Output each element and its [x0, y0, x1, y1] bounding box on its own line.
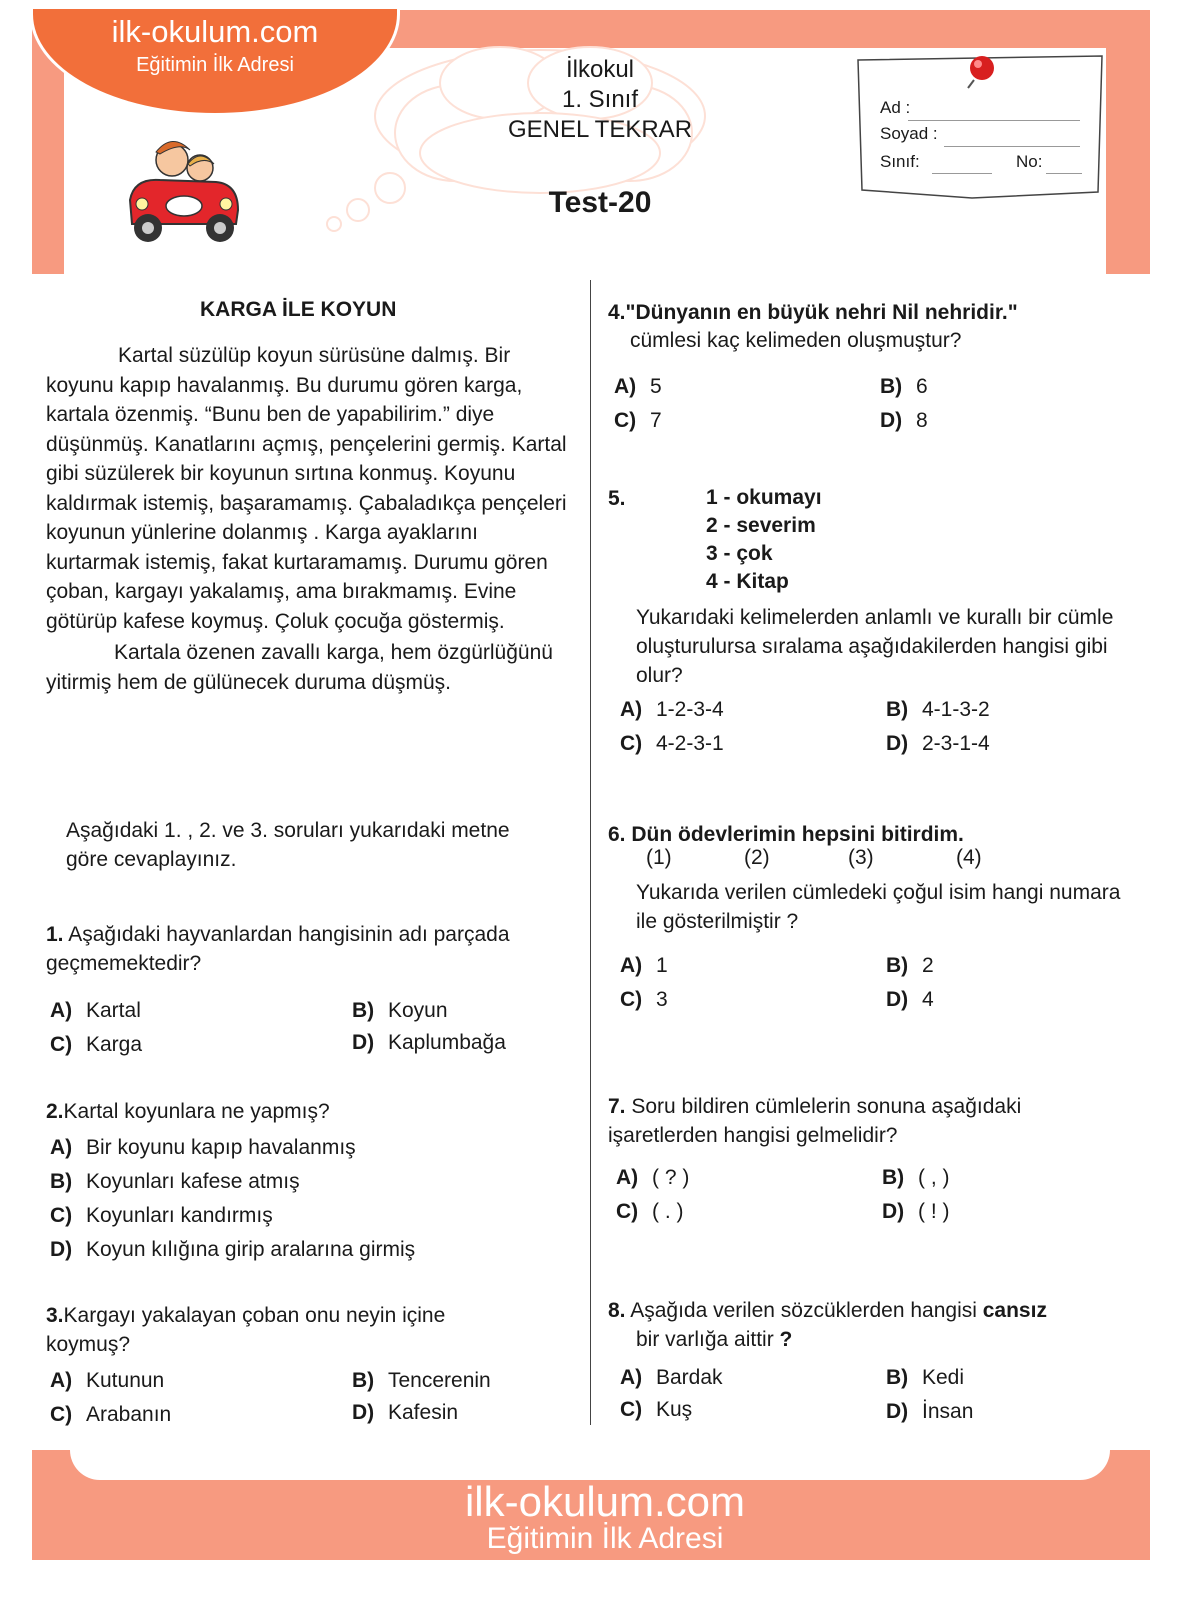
footer-brand: ilk-okulum.com: [464, 1478, 746, 1525]
column-divider: [590, 280, 591, 1425]
q2-option-d[interactable]: D) Koyun kılığına girip aralarına girmiş: [50, 1238, 416, 1261]
q5-option-d[interactable]: D) 2-3-1-4: [886, 732, 990, 755]
q3-option-c[interactable]: C) Arabanın: [50, 1403, 172, 1426]
q2-option-c[interactable]: C) Koyunları kandırmış: [50, 1204, 273, 1227]
q4-option-c[interactable]: C) 7: [614, 409, 662, 432]
cartoon-car-illustration: [120, 120, 250, 250]
question-6-text: Yukarıda verilen cümledeki çoğul isim hangi numara ile gösterilmiştir ?: [636, 881, 1121, 933]
q3-option-a[interactable]: A) Kutunun: [50, 1369, 165, 1392]
q4-option-d[interactable]: D) 8: [880, 409, 928, 432]
question-4-number: 4.: [608, 301, 626, 324]
student-surname-line[interactable]: [944, 146, 1080, 147]
student-number-label: No:: [1016, 152, 1043, 171]
question-2-text: Kartal koyunlara ne yapmış?: [63, 1100, 330, 1123]
cloud-line-grade: 1. Sınıf: [561, 86, 639, 113]
student-surname-label: Soyad :: [880, 124, 938, 143]
q8-option-c[interactable]: C) Kuş: [620, 1398, 693, 1421]
q4-option-a[interactable]: A) 5: [614, 375, 662, 398]
q2-option-a[interactable]: A) Bir koyunu kapıp havalanmış: [50, 1136, 356, 1159]
q5-option-c[interactable]: C) 4-2-3-1: [620, 732, 724, 755]
question-5-text: Yukarıdaki kelimelerden anlamlı ve kurallı bir cümle oluşturulursa sıralama aşağıdakilerden hangisi gibi olur?: [636, 606, 1114, 687]
question-4: [608, 298, 1148, 327]
question-4-text: cümlesi kaç kelimeden oluşmuştur?: [630, 329, 962, 352]
passage-title: KARGA İLE KOYUN: [200, 298, 397, 321]
brand-tagline: Eğitimin İlk Adresi: [136, 54, 294, 76]
passage-paragraph-2: Kartala özenen zavallı karga, hem özgürlüğünü yitirmiş hem de gülünecek duruma düşmüş.: [46, 641, 553, 694]
question-2-number: 2.: [46, 1100, 64, 1123]
q6-mark-4: (4): [956, 846, 982, 869]
question-4-quote: "Dünyanın en büyük nehri Nil nehridir.": [625, 301, 1018, 324]
question-7: [608, 1092, 1108, 1150]
cloud-line-genel-tekrar: GENEL TEKRAR: [507, 116, 693, 143]
q8-option-a[interactable]: A) Bardak: [620, 1366, 723, 1389]
brand-logo-text: ilk-okulum.com: [111, 14, 319, 49]
q8-option-d[interactable]: D) İnsan: [886, 1400, 974, 1423]
q3-option-b[interactable]: B) Tencerenin: [352, 1369, 491, 1392]
q5-word-3: 3 - çok: [706, 542, 773, 565]
q6-option-d[interactable]: D) 4: [886, 988, 934, 1011]
cloud-line-ilkokul: İlkokul: [565, 56, 635, 83]
q5-option-b[interactable]: B) 4-1-3-2: [886, 698, 990, 721]
student-name-line[interactable]: [908, 120, 1080, 121]
q6-mark-1: (1): [646, 846, 672, 869]
question-5-number: 5.: [608, 487, 626, 510]
q5-word-1: 1 - okumayı: [706, 486, 822, 509]
question-8-number: 8.: [608, 1299, 626, 1322]
question-3-text: Kargayı yakalayan çoban onu neyin içine koymuş?: [46, 1304, 446, 1356]
q3-option-d[interactable]: D) Kafesin: [352, 1401, 459, 1424]
question-8-emphasis: cansız: [982, 1299, 1047, 1322]
q6-mark-3: (3): [848, 846, 874, 869]
question-2: [46, 1097, 576, 1126]
test-title: Test-20: [548, 186, 652, 219]
question-7-number: 7.: [608, 1095, 626, 1118]
pushpin-icon: [960, 50, 1000, 90]
q4-option-b[interactable]: B) 6: [880, 375, 928, 398]
passage-instruction: Aşağıdaki 1. , 2. ve 3. soruları yukarıdaki metne göre cevaplayınız.: [66, 819, 510, 871]
student-number-line[interactable]: [1046, 173, 1082, 174]
question-1-text: Aşağıdaki hayvanlardan hangisinin adı parçada geçmemektedir?: [46, 923, 510, 975]
q7-option-c[interactable]: C) ( . ): [616, 1200, 684, 1223]
student-name-label: Ad :: [880, 98, 911, 117]
question-1: [46, 920, 576, 978]
q2-option-b[interactable]: B) Koyunları kafese atmış: [50, 1170, 300, 1193]
question-8: [608, 1296, 1138, 1325]
question-7-text: Soru bildiren cümlelerin sonuna aşağıdaki işaretlerden hangisi gelmelidir?: [608, 1095, 1022, 1147]
student-class-line[interactable]: [932, 173, 992, 174]
q1-option-a[interactable]: A) Kartal: [50, 999, 141, 1022]
question-8-text-a: Aşağıda verilen sözcüklerden hangisi: [630, 1299, 983, 1322]
q5-word-4: 4 - Kitap: [706, 570, 789, 593]
q7-option-b[interactable]: B) ( , ): [882, 1166, 950, 1189]
passage-paragraph-1: Kartal süzülüp koyun sürüsüne dalmış. Bir koyunu kapıp havalanmış. Bu durumu gören karga, kartala özenmiş. “Bunu ben de yapabilirim.” diye düşünmüş. Kanatlarını açmış, pençelerini germiş. Kartal gibi süzülerek bir koyunun sırtına konmuş. Koyunu kaldırmak istemiş, başaramamış. Çabaladıkça pençeleri koyunun yünlerine dolanmış . Karga ayaklarını kurtarmak istemiş, fakat kurtaramamış. Durumu gören çoban, kargayı yakalamış, ama bırakmamış. Evine götürüp kafese koymuş. Çoluk çocuğa göstermiş.: [46, 344, 567, 633]
q1-option-b[interactable]: B) Koyun: [352, 999, 448, 1022]
q7-option-a[interactable]: A) ( ? ): [616, 1166, 690, 1189]
q5-option-a[interactable]: A) 1-2-3-4: [620, 698, 724, 721]
footer-inner-panel: [70, 1450, 1110, 1480]
q1-option-c[interactable]: C) Karga: [50, 1033, 143, 1056]
question-8-text-b: bir varlığa aittir ?: [636, 1328, 793, 1351]
question-3-number: 3.: [46, 1304, 64, 1327]
question-5-word-list: [706, 484, 822, 596]
q5-word-2: 2 - severim: [706, 514, 816, 537]
footer-tagline: Eğitimin İlk Adresi: [486, 1522, 724, 1555]
q1-option-d[interactable]: D) Kaplumbağa: [352, 1031, 506, 1054]
question-6-number: 6.: [608, 823, 626, 846]
student-class-label: Sınıf:: [880, 152, 920, 171]
q6-option-a[interactable]: A) 1: [620, 954, 668, 977]
q6-option-c[interactable]: C) 3: [620, 988, 668, 1011]
passage-body: [46, 341, 571, 697]
q6-mark-2: (2): [744, 846, 770, 869]
q6-option-b[interactable]: B) 2: [886, 954, 934, 977]
q7-option-d[interactable]: D) ( ! ): [882, 1200, 950, 1223]
question-1-number: 1.: [46, 923, 64, 946]
question-3: [46, 1301, 526, 1359]
q8-option-b[interactable]: B) Kedi: [886, 1366, 965, 1389]
question-6: [608, 820, 1148, 849]
question-6-sentence: Dün ödevlerimin hepsini bitirdim.: [631, 823, 964, 846]
